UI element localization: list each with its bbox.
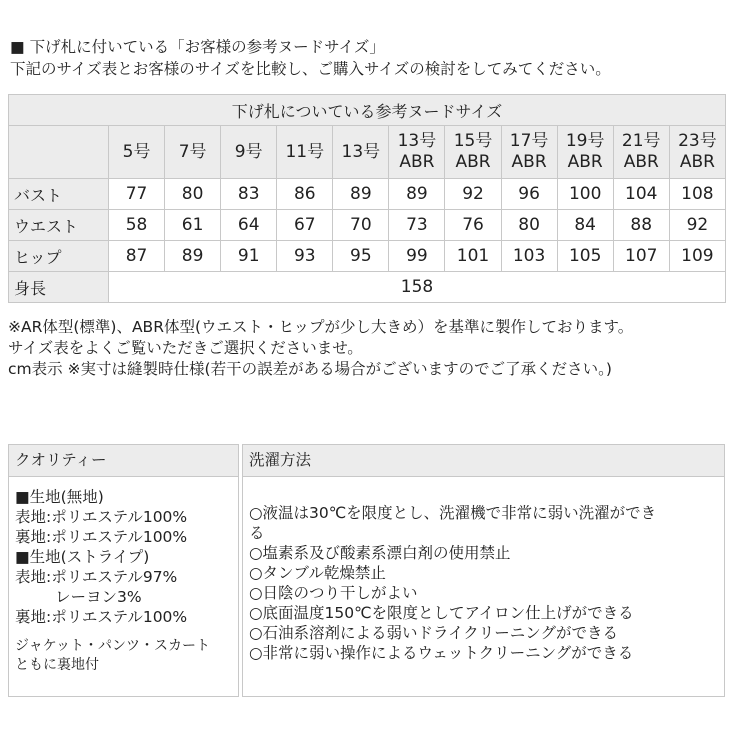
washing-body xyxy=(243,477,724,663)
quality-box xyxy=(8,444,239,697)
note-line: cm表示 ※実寸は縫製時仕様(若干の誤差がある場合がございますのでご了承ください。) xyxy=(8,360,612,378)
table-row-bust xyxy=(9,179,726,210)
table-cell: 77 xyxy=(109,179,165,210)
washing-line: ○塩素系及び酸素系漂白剤の使用禁止 xyxy=(249,544,511,562)
table-cell: 67 xyxy=(277,210,333,241)
size-table xyxy=(8,94,726,303)
table-cell: 104 xyxy=(613,179,669,210)
size-table-corner xyxy=(9,126,109,179)
intro-text xyxy=(10,36,611,80)
column-header: 15号 ABR xyxy=(445,126,501,179)
washing-header: 洗濯方法 xyxy=(243,445,724,477)
table-cell: 70 xyxy=(333,210,389,241)
quality-header: クオリティー xyxy=(9,445,238,477)
table-cell: 89 xyxy=(165,241,221,272)
row-label: 身長 xyxy=(9,272,109,303)
table-cell: 107 xyxy=(613,241,669,272)
table-cell: 92 xyxy=(445,179,501,210)
table-cell: 109 xyxy=(669,241,725,272)
table-cell: 83 xyxy=(221,179,277,210)
fabric-heading: ■生地(無地) xyxy=(15,488,104,506)
table-cell: 89 xyxy=(389,179,445,210)
column-header: 11号 xyxy=(277,126,333,179)
intro-heading: ■ 下げ札に付いている「お客様の参考ヌードサイズ」 xyxy=(10,38,385,56)
table-cell: 101 xyxy=(445,241,501,272)
fabric-line: 裏地:ポリエステル100% xyxy=(15,608,188,626)
washing-line: ○日陰のつり干しがよい xyxy=(249,584,418,602)
table-cell: 58 xyxy=(109,210,165,241)
table-cell: 73 xyxy=(389,210,445,241)
size-table-header-row xyxy=(9,126,726,179)
row-label: ヒップ xyxy=(9,241,109,272)
table-cell: 108 xyxy=(669,179,725,210)
lining-note: ジャケット・パンツ・スカート ともに裏地付 xyxy=(15,638,211,673)
column-header: 23号 ABR xyxy=(669,126,725,179)
row-label: ウエスト xyxy=(9,210,109,241)
size-table-title: 下げ札についている参考ヌードサイズ xyxy=(9,95,726,126)
table-row-waist xyxy=(9,210,726,241)
table-cell: 96 xyxy=(501,179,557,210)
size-table-title-row xyxy=(9,95,726,126)
table-cell: 88 xyxy=(613,210,669,241)
note-line: ※AR体型(標準)、ABR体型(ウエスト・ヒップが少し大きめ）を基準に製作しております。 xyxy=(8,318,634,336)
table-cell: 64 xyxy=(221,210,277,241)
table-cell: 93 xyxy=(277,241,333,272)
fabric-line: 表地:ポリエステル100% xyxy=(15,508,188,526)
notes xyxy=(8,317,633,380)
washing-line: ○石油系溶剤による弱いドライクリーニングができる xyxy=(249,624,618,642)
table-cell: 92 xyxy=(669,210,725,241)
column-header: 5号 xyxy=(109,126,165,179)
washing-box xyxy=(242,444,725,697)
column-header: 9号 xyxy=(221,126,277,179)
quality-body xyxy=(9,477,238,675)
row-label: バスト xyxy=(9,179,109,210)
table-cell: 99 xyxy=(389,241,445,272)
table-cell: 61 xyxy=(165,210,221,241)
table-cell: 87 xyxy=(109,241,165,272)
table-cell: 80 xyxy=(165,179,221,210)
table-cell: 76 xyxy=(445,210,501,241)
fabric-line: 表地:ポリエステル97% xyxy=(15,568,178,586)
column-header: 13号 xyxy=(333,126,389,179)
column-header: 19号 ABR xyxy=(557,126,613,179)
column-header: 7号 xyxy=(165,126,221,179)
table-cell: 84 xyxy=(557,210,613,241)
intro-description: 下記のサイズ表とお客様のサイズを比較し、ご購入サイズの検討をしてみてください。 xyxy=(10,60,611,78)
fabric-line: 裏地:ポリエステル100% xyxy=(15,528,188,546)
table-cell: 86 xyxy=(277,179,333,210)
note-line: サイズ表をよくご覧いただきご選択くださいませ。 xyxy=(8,339,363,357)
fabric-heading: ■生地(ストライプ) xyxy=(15,548,150,566)
table-cell: 103 xyxy=(501,241,557,272)
table-row-hip xyxy=(9,241,726,272)
washing-line: ○液温は30℃を限度とし、洗濯機で非常に弱い洗濯ができ xyxy=(249,504,657,522)
table-cell: 80 xyxy=(501,210,557,241)
column-header: 21号 ABR xyxy=(613,126,669,179)
fabric-line: レーヨン3% xyxy=(55,588,142,606)
column-header: 13号 ABR xyxy=(389,126,445,179)
washing-line: ○タンブル乾燥禁止 xyxy=(249,564,386,582)
table-cell: 91 xyxy=(221,241,277,272)
table-cell: 100 xyxy=(557,179,613,210)
table-cell: 95 xyxy=(333,241,389,272)
column-header: 17号 ABR xyxy=(501,126,557,179)
washing-line: ○非常に弱い操作によるウェットクリーニングができる xyxy=(249,644,634,662)
table-cell: 105 xyxy=(557,241,613,272)
washing-line: る xyxy=(249,524,265,542)
height-value: 158 xyxy=(109,272,726,303)
table-row-height xyxy=(9,272,726,303)
table-cell: 89 xyxy=(333,179,389,210)
washing-line: ○底面温度150℃を限度としてアイロン仕上げができる xyxy=(249,604,634,622)
